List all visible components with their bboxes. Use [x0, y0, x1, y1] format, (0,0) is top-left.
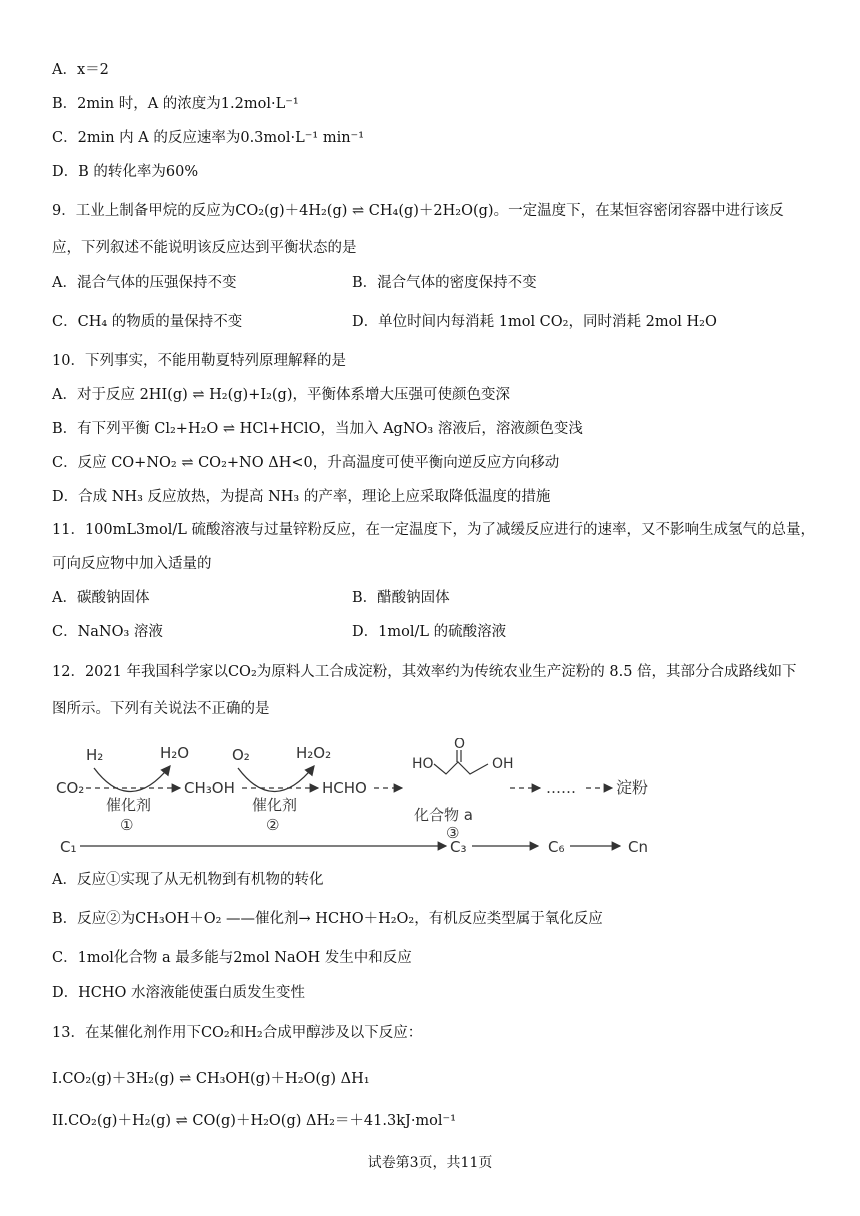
q12-option-c: C．1mol化合物 a 最多能与2mol NaOH 发生中和反应 — [52, 950, 412, 966]
carbon-cn: Cn — [628, 838, 648, 856]
page-footer: 试卷第3页，共11页 — [367, 1155, 493, 1171]
q13-stem: 13．在某催化剂作用下CO₂和H₂合成甲醇涉及以下反应： — [52, 1025, 423, 1041]
species-starch: 淀粉 — [616, 778, 649, 797]
reagent-o2: O₂ — [232, 746, 250, 764]
ellipsis-dots: …… — [546, 779, 576, 797]
step-marker-3: ③ — [446, 824, 460, 842]
q11-stem-line1: 11．100mL3mol/L 硫酸溶液与过量锌粉反应，在一定温度下，为了减缓反应进行的速率，又不影响生成氢气的总量， — [52, 522, 815, 538]
species-hcho: HCHO — [322, 779, 367, 797]
q13-reaction-1: I.CO₂(g)＋3H₂(g) ⇌ CH₃OH(g)＋H₂O(g) ΔH₁ — [52, 1071, 370, 1087]
product-h2o: H₂O — [160, 744, 190, 762]
q10-option-d: D．合成 NH₃ 反应放热，为提高 NH₃ 的产率，理论上应采取降低温度的措施 — [52, 489, 551, 505]
q11-option-d: D．1mol/L 的硫酸溶液 — [352, 624, 507, 640]
q10-stem: 10．下列事实，不能用勒夏特列原理解释的是 — [52, 353, 346, 369]
q9-option-a: A．混合气体的压强保持不变 — [52, 275, 237, 291]
carbon-c1: C₁ — [60, 838, 77, 856]
compound-a-skeleton — [434, 762, 488, 774]
q9-option-b: B．混合气体的密度保持不变 — [352, 275, 537, 291]
q9-stem-line1: 9．工业上制备甲烷的反应为CO₂(g)＋4H₂(g) ⇌ CH₄(g)＋2H₂O(g)。一定温度下，在某恒容密闭容器中进行该反 — [52, 203, 784, 219]
q8-option-b: B．2min 时，A 的浓度为1.2mol·L⁻¹ — [52, 96, 299, 112]
step-marker-1: ① — [120, 816, 134, 834]
q12-stem-line1: 12．2021 年我国科学家以CO₂为原料人工合成淀粉，其效率约为传统农业生产淀粉的 8.5 倍，其部分合成路线如下 — [52, 664, 797, 680]
q10-option-b: B．有下列平衡 Cl₂+H₂O ⇌ HCl+HClO，当加入 AgNO₃ 溶液后，溶液颜色变浅 — [52, 421, 583, 437]
compound-a-oh: OH — [492, 756, 514, 772]
q10-option-c: C．反应 CO+NO₂ ⇌ CO₂+NO ΔH<0，升高温度可使平衡向逆反应方向移动 — [52, 455, 560, 471]
q12-option-b: B．反应②为CH₃OH＋O₂ ——催化剂→ HCHO＋H₂O₂，有机反应类型属于氧化反应 — [52, 911, 603, 927]
q9-stem-line2: 应，下列叙述不能说明该反应达到平衡状态的是 — [52, 240, 357, 256]
catalyst-label-2: 催化剂 — [252, 796, 298, 814]
reagent-h2: H₂ — [86, 746, 104, 764]
curved-arrow-2 — [238, 766, 314, 792]
q8-option-c: C．2min 内 A 的反应速率为0.3mol·L⁻¹ min⁻¹ — [52, 130, 365, 146]
product-h2o2: H₂O₂ — [296, 744, 332, 762]
q11-stem-line2: 可向反应物中加入适量的 — [52, 556, 212, 572]
q11-option-c: C．NaNO₃ 溶液 — [52, 624, 163, 640]
q11-option-a: A．碳酸钠固体 — [52, 590, 150, 606]
compound-a-ho: HO — [412, 756, 434, 772]
catalyst-label-1: 催化剂 — [106, 796, 152, 814]
q12-option-a: A．反应①实现了从无机物到有机物的转化 — [52, 872, 324, 888]
species-ch3oh: CH₃OH — [184, 779, 235, 797]
compound-a-label: 化合物 a — [414, 806, 473, 824]
carbon-c3: C₃ — [450, 838, 467, 856]
synthesis-route-diagram — [52, 738, 812, 858]
species-co2: CO₂ — [56, 779, 85, 797]
carbon-c6: C₆ — [548, 838, 565, 856]
q8-option-d: D．B 的转化率为60% — [52, 164, 199, 180]
q12-option-d: D．HCHO 水溶液能使蛋白质发生变性 — [52, 985, 306, 1001]
compound-a-carbonyl-o: O — [454, 738, 466, 752]
q11-option-b: B．醋酸钠固体 — [352, 590, 450, 606]
synthesis-route-svg — [52, 738, 812, 858]
q9-option-c: C．CH₄ 的物质的量保持不变 — [52, 314, 243, 330]
q12-stem-line2: 图所示。下列有关说法不正确的是 — [52, 701, 270, 717]
q10-option-a: A．对于反应 2HI(g) ⇌ H₂(g)+I₂(g)，平衡体系增大压强可使颜色变深 — [52, 387, 510, 403]
q9-option-d: D．单位时间内每消耗 1mol CO₂，同时消耗 2mol H₂O — [352, 314, 717, 330]
step-marker-2: ② — [266, 816, 280, 834]
q13-reaction-2: II.CO₂(g)＋H₂(g) ⇌ CO(g)＋H₂O(g) ΔH₂＝＋41.3kJ·mol⁻¹ — [52, 1113, 457, 1129]
q8-option-a: A．x＝2 — [52, 62, 109, 78]
